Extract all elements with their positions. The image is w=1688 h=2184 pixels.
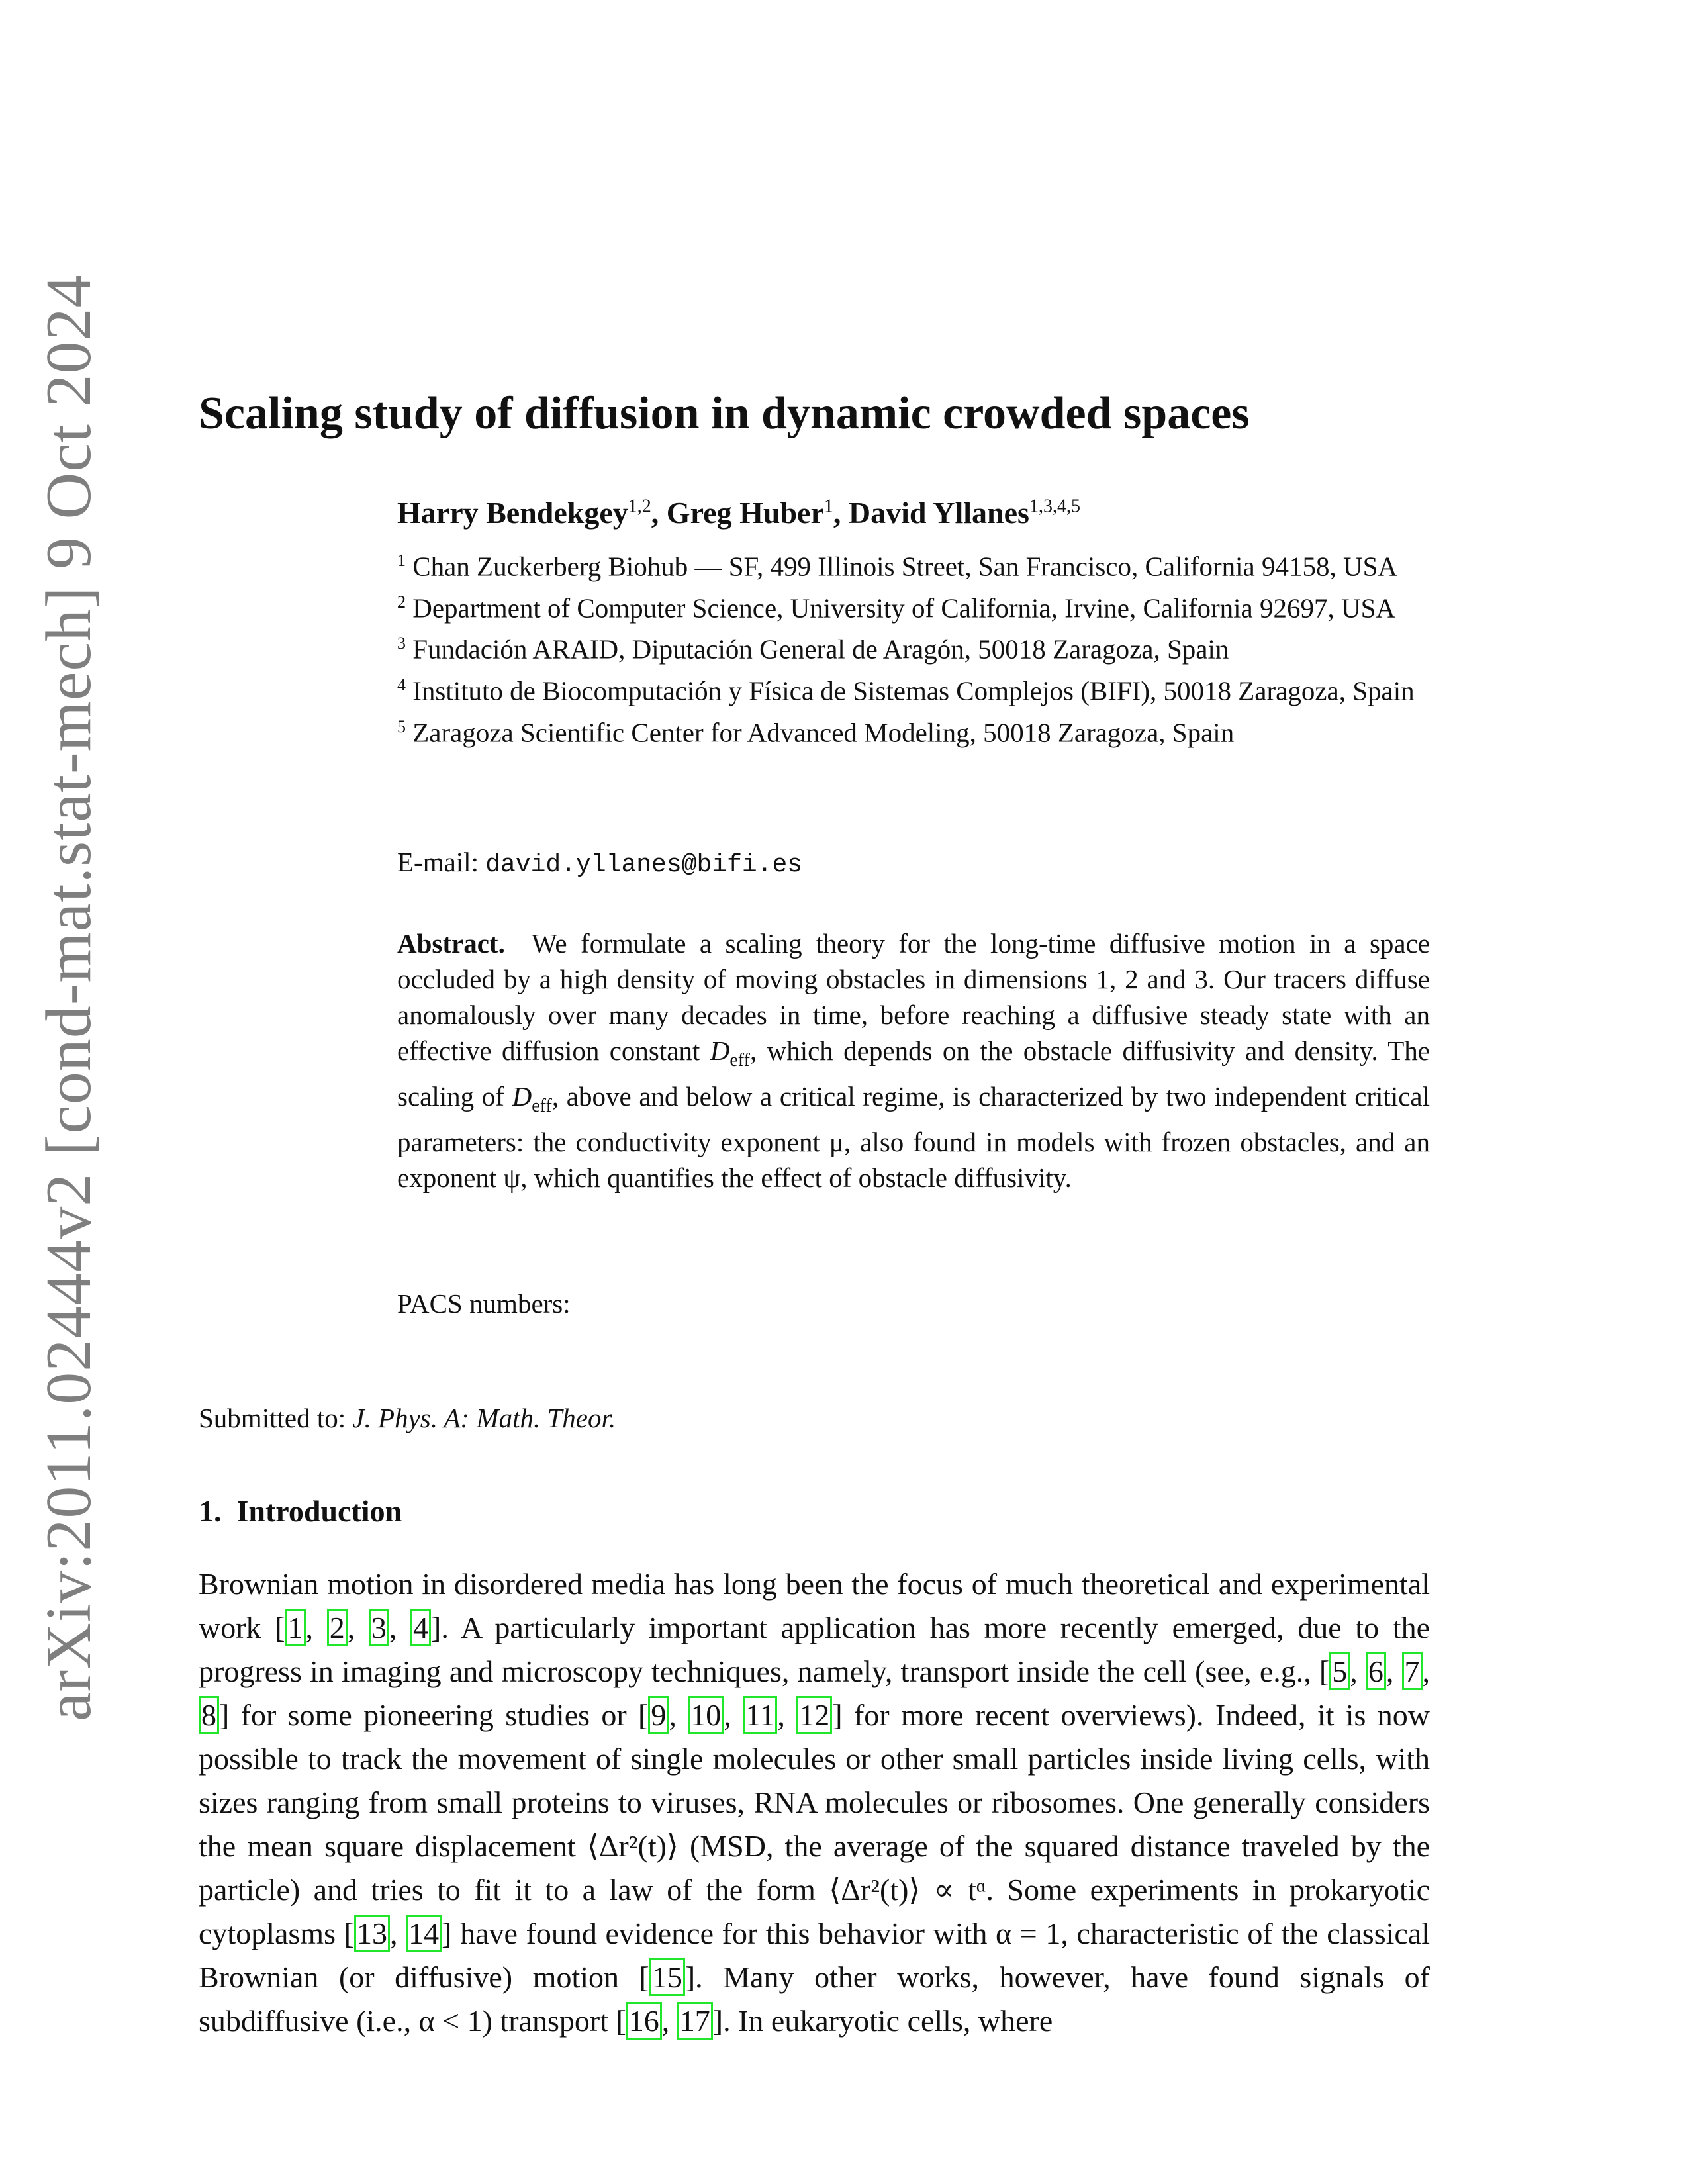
contact-email: E-mail: david.yllanes@bifi.es <box>397 847 803 879</box>
affiliation: $^4$ Instituto de Biocomputación y Física de Sistemas Complejos (BIFI), 50018 Zaragoza, Spain <box>397 675 1415 706</box>
journal-name: J. Phys. A: Math. Theor. <box>352 1403 616 1433</box>
citation-link[interactable]: 15 <box>649 1958 685 1996</box>
affiliations <box>397 543 1430 750</box>
citation-link[interactable]: 12 <box>796 1696 832 1734</box>
citation-link[interactable]: 17 <box>677 2002 713 2040</box>
citation-link[interactable]: 14 <box>406 1915 442 1952</box>
paper-title: Scaling study of diffusion in dynamic crowded spaces <box>199 388 1250 439</box>
arxiv-stamp: arXiv:2011.02444v2 [cond-mat.stat-mech] 9 Oct 2024 <box>33 274 105 1721</box>
pacs-numbers: PACS numbers: <box>397 1288 571 1319</box>
citation-link[interactable]: 3 <box>369 1609 389 1646</box>
author-name: Greg Huber <box>666 496 824 530</box>
citation-link[interactable]: 8 <box>199 1696 219 1734</box>
abstract-label: Abstract. <box>397 928 505 959</box>
citation-link[interactable]: 11 <box>743 1696 777 1734</box>
intro-paragraph: Brownian motion in disordered media has long been the focus of much theoretical and experimental work [1, 2, 3, 4]. A particularly important application has more recently emerged, due to the progress in imaging and microscopy techniques, namely, transport inside the cell (see, e.g., [5, 6, 7, 8] for some pioneering studies or [9, 10, 11, 12] for more recent overviews). Indeed, it is now possible to track the movement of single molecules or other small particles inside living cells, with sizes ranging from small proteins to viruses, RNA molecules or ribosomes. One generally considers the mean square displacement ⟨Δr²(t)⟩ (MSD, the average of the squared distance traveled by the particle) and tries to fit it to a law of the form ⟨Δr²(t)⟩ ∝ tᵅ. Some experiments in prokaryotic cytoplasms [13, 14] have found evidence for this behavior with α = 1, characteristic of the classical Brownian (or diffusive) motion [15]. Many other works, however, have found signals of subdiffusive (i.e., α < 1) transport [16, 17]. In eukaryotic cells, where <box>199 1562 1430 2043</box>
email-link[interactable]: david.yllanes@bifi.es <box>485 851 803 879</box>
citation-link[interactable]: 13 <box>354 1915 390 1952</box>
abstract: Abstract. We formulate a scaling theory for the long-time diffusive motion in a space occluded by a high density of moving obstacles in dimensions 1, 2 and 3. Our tracers diffuse anomalously over many decades in time, before reaching a diffusive steady state with an effective diffusion constant $D_{eff}$, which depends on the obstacle diffusivity and density. The scaling of $D_{eff}$, above and below a critical regime, is characterized by two independent critical parameters: the conductivity exponent μ, also found in models with frozen obstacles, and an exponent ψ, which quantifies the effect of obstacle diffusivity. <box>397 928 1430 1194</box>
citation-link[interactable]: 1 <box>285 1609 306 1646</box>
citation-link[interactable]: 4 <box>410 1609 431 1646</box>
citation-link[interactable]: 2 <box>327 1609 348 1646</box>
affiliation: $^5$ Zaragoza Scientific Center for Advanced Modeling, 50018 Zaragoza, Spain <box>397 716 1235 748</box>
submitted-to: Submitted to: J. Phys. A: Math. Theor. <box>199 1403 616 1433</box>
citation-link[interactable]: 5 <box>1329 1652 1350 1690</box>
citation-link[interactable]: 10 <box>688 1696 724 1734</box>
affiliation: $^3$ Fundación ARAID, Diputación General de Aragón, 50018 Zaragoza, Spain <box>397 634 1229 665</box>
affiliation: $^1$ Chan Zuckerberg Biohub — SF, 499 Illinois Street, San Francisco, California 94158, USA <box>397 551 1398 582</box>
citation-link[interactable]: 7 <box>1402 1652 1423 1690</box>
section-heading: 1. Introduction <box>199 1494 402 1528</box>
citation-link[interactable]: 16 <box>626 2002 662 2040</box>
affiliation: $^2$ Department of Computer Science, University of California, Irvine, California 92697, USA <box>397 592 1395 624</box>
author-name: Harry Bendekgey <box>397 496 628 530</box>
citation-link[interactable]: 6 <box>1366 1652 1386 1690</box>
citation-link[interactable]: 9 <box>648 1696 669 1734</box>
author-name: David Yllanes <box>848 496 1029 530</box>
author-list: Harry Bendekgey$^{1,2}$, Greg Huber$^1$, David Yllanes$^{1,3,4,5}$ <box>397 496 1080 530</box>
